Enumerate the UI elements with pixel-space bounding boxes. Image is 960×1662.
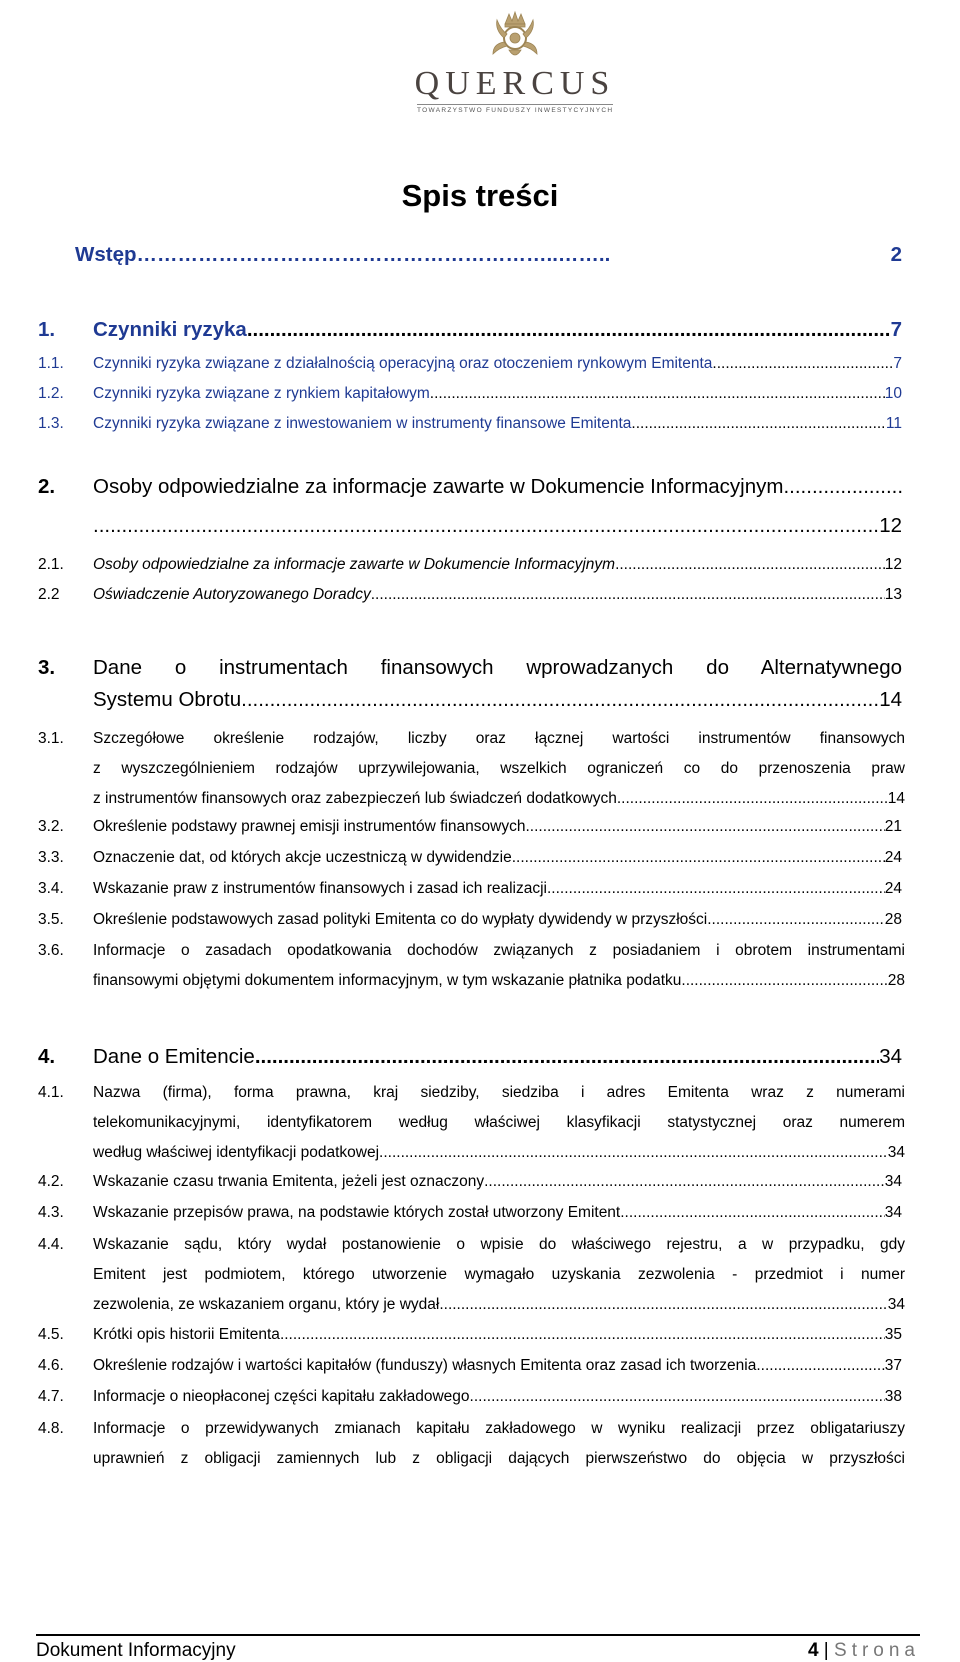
toc-label: Osoby odpowiedzialne za informacje zawarte w Dokumencie Informacyjnym bbox=[93, 475, 784, 498]
toc-label: Oświadczenie Autoryzowanego Doradcy bbox=[93, 586, 371, 603]
toc-page: 38 bbox=[884, 1388, 902, 1405]
toc-page: 28 bbox=[887, 972, 905, 989]
toc-label-line: zezwolenia, ze wskazaniem organu, który je wydał bbox=[93, 1296, 440, 1313]
toc-entry-4-7[interactable] bbox=[38, 1388, 902, 1406]
toc-page: 12 bbox=[884, 556, 902, 573]
toc-entry-3-line1[interactable] bbox=[38, 656, 902, 680]
toc-number: 3.5. bbox=[38, 911, 64, 928]
toc-label: Systemu Obrotu bbox=[93, 688, 242, 711]
toc-page: 34 bbox=[887, 1296, 905, 1313]
footer-page-indicator bbox=[808, 1640, 920, 1662]
toc-leader bbox=[617, 784, 888, 814]
toc-entry-4-5[interactable] bbox=[38, 1326, 902, 1344]
toc-leader bbox=[379, 1138, 888, 1168]
toc-leader bbox=[712, 355, 893, 373]
toc-number: 2. bbox=[38, 475, 56, 498]
toc-leader bbox=[430, 385, 885, 403]
page-title: Spis treści bbox=[401, 178, 559, 213]
toc-number: 4.6. bbox=[38, 1357, 64, 1374]
toc-page: 21 bbox=[884, 818, 902, 835]
toc-number: 3.4. bbox=[38, 880, 64, 897]
toc-leader bbox=[620, 1204, 885, 1222]
toc-page: 14 bbox=[887, 790, 905, 807]
toc-page: 28 bbox=[884, 911, 902, 928]
toc-leader bbox=[484, 1173, 885, 1191]
toc-label-line: Emitent jest podmiotem, którego utworzenie wymagało uzyskania zezwolenia - przedmiot i numer bbox=[93, 1266, 905, 1283]
quercus-logo bbox=[395, 8, 635, 116]
toc-page: 34 bbox=[887, 1144, 905, 1161]
toc-number: 4.8. bbox=[38, 1420, 64, 1437]
toc-leader bbox=[371, 586, 885, 604]
toc-number: 4.5. bbox=[38, 1326, 64, 1343]
toc-number: 1.1. bbox=[38, 355, 64, 372]
toc-number: 4.7. bbox=[38, 1388, 64, 1405]
toc-entry-2-1[interactable] bbox=[38, 556, 902, 574]
toc-entry-2-page[interactable] bbox=[93, 514, 902, 538]
toc-entry-1-1[interactable] bbox=[38, 355, 902, 373]
toc-label: Czynniki ryzyka związane z inwestowaniem w instrumenty finansowe Emitenta bbox=[93, 415, 632, 432]
toc-leader bbox=[280, 1326, 885, 1344]
toc-page: 12 bbox=[879, 514, 902, 537]
toc-label: Określenie podstawowych zasad polityki Emitenta co do wypłaty dywidendy w przyszłości bbox=[93, 911, 708, 928]
toc-label: Czynniki ryzyka związane z działalnością operacyjną oraz otoczeniem rynkowym Emitenta bbox=[93, 355, 713, 372]
toc-leader bbox=[631, 415, 886, 433]
toc-page: 10 bbox=[884, 385, 902, 402]
toc-label: Oznaczenie dat, od których akcje uczestniczą w dywidendzie bbox=[93, 849, 512, 866]
logo-subtitle: TOWARZYSTWO FUNDUSZY INWESTYCYJNYCH bbox=[417, 104, 613, 114]
toc-label-line: Nazwa (firma), forma prawna, kraj siedziby, siedziba i adres Emitenta wraz z numerami bbox=[93, 1084, 905, 1101]
toc-entry-2-2[interactable] bbox=[38, 586, 902, 604]
toc-label: Wstęp……………………………………………………..…….. bbox=[75, 243, 611, 266]
toc-label: Krótki opis historii Emitenta bbox=[93, 1326, 280, 1343]
toc-entry-4[interactable] bbox=[38, 1045, 902, 1069]
toc-label-line: Informacje o przewidywanych zmianach kapitału zakładowego w wyniku realizacji przez obligatariuszy bbox=[93, 1420, 905, 1437]
toc-entry-1-2[interactable] bbox=[38, 385, 902, 403]
toc-page: 37 bbox=[884, 1357, 902, 1374]
toc-number: 1. bbox=[38, 318, 56, 341]
toc-entry-4-3[interactable] bbox=[38, 1204, 902, 1222]
toc-page: 34 bbox=[879, 1045, 902, 1068]
toc-page: 2 bbox=[890, 243, 902, 266]
toc-leader bbox=[255, 1045, 879, 1069]
toc-label: Osoby odpowiedzialne za informacje zawarte w Dokumencie Informacyjnym bbox=[93, 556, 616, 573]
toc-label-line: według właściwej identyfikacji podatkowej bbox=[93, 1144, 380, 1161]
toc-page: 24 bbox=[884, 880, 902, 897]
toc-entry-1[interactable] bbox=[38, 318, 902, 342]
toc-entry-4-6[interactable] bbox=[38, 1357, 902, 1375]
toc-page: 13 bbox=[884, 586, 902, 603]
crest-icon bbox=[487, 8, 543, 64]
footer-strona-label: Strona bbox=[834, 1640, 920, 1661]
toc-leader bbox=[470, 1388, 885, 1406]
toc-label-line: telekomunikacyjnymi, identyfikatorem według właściwej klasyfikacji statystycznej oraz numerem bbox=[93, 1114, 905, 1131]
toc-entry-2-heading[interactable] bbox=[38, 475, 902, 499]
toc-number: 1.2. bbox=[38, 385, 64, 402]
toc-entry-3-4[interactable] bbox=[38, 880, 902, 898]
toc-page: 34 bbox=[884, 1204, 902, 1221]
toc-label: Określenie rodzajów i wartości kapitałów (funduszy) własnych Emitenta oraz zasad ich tworzenia bbox=[93, 1357, 757, 1374]
toc-entry-wstep[interactable] bbox=[75, 243, 902, 267]
toc-number: 1.3. bbox=[38, 415, 64, 432]
toc-number: 3.1. bbox=[38, 730, 64, 747]
toc-label: Wskazanie przepisów prawa, na podstawie których został utworzony Emitent bbox=[93, 1204, 621, 1221]
toc-label: Informacje o nieopłaconej części kapitału zakładowego bbox=[93, 1388, 470, 1405]
toc-entry-3-1[interactable] bbox=[38, 724, 905, 816]
toc-entry-4-8[interactable] bbox=[38, 1414, 905, 1476]
toc-number: 4.1. bbox=[38, 1084, 64, 1101]
toc-page: 34 bbox=[884, 1173, 902, 1190]
footer-separator: | bbox=[823, 1640, 829, 1661]
toc-page: 7 bbox=[890, 318, 902, 341]
toc-label-line: uprawnień z obligacji zamiennych lub z obligacji dających pierwszeństwo do objęcia w przyszłości bbox=[93, 1450, 905, 1467]
toc-number: 3.6. bbox=[38, 942, 64, 959]
toc-label: Wskazanie czasu trwania Emitenta, jeżeli jest oznaczony bbox=[93, 1173, 485, 1190]
logo-wordmark: QUERCUS bbox=[414, 65, 616, 102]
toc-entry-4-1[interactable] bbox=[38, 1078, 905, 1170]
toc-number: 2.2 bbox=[38, 586, 60, 603]
toc-leader bbox=[247, 318, 891, 342]
toc-number: 3. bbox=[38, 656, 56, 679]
toc-page: 24 bbox=[884, 849, 902, 866]
toc-entry-4-4[interactable] bbox=[38, 1230, 905, 1322]
toc-label: Określenie podstawy prawnej emisji instrumentów finansowych bbox=[93, 818, 526, 835]
toc-label-line: finansowymi objętymi dokumentem informacyjnym, w tym wskazanie płatnika podatku bbox=[93, 972, 682, 989]
toc-label-line: z instrumentów finansowych oraz zabezpieczeń lub świadczeń dodatkowych bbox=[93, 790, 617, 807]
toc-leader bbox=[707, 911, 885, 929]
toc-entry-3-5[interactable] bbox=[38, 911, 902, 929]
toc-entry-3-2[interactable] bbox=[38, 818, 902, 836]
toc-leader bbox=[681, 966, 887, 996]
toc-label-line: Wskazanie sądu, który wydał postanowienie o wpisie do właściwego rejestru, a w przypadku, gdy bbox=[93, 1236, 905, 1253]
toc-label: Czynniki ryzyka związane z rynkiem kapitałowym bbox=[93, 385, 430, 402]
toc-entry-1-3[interactable] bbox=[38, 415, 902, 433]
toc-leader bbox=[93, 514, 879, 538]
toc-page: 7 bbox=[893, 355, 902, 372]
toc-page: 14 bbox=[879, 688, 902, 711]
toc-leader bbox=[615, 556, 885, 574]
page-footer bbox=[36, 1634, 920, 1662]
toc-label: Dane o Emitencie bbox=[93, 1045, 255, 1068]
toc-number: 3.3. bbox=[38, 849, 64, 866]
toc-entry-3-3[interactable] bbox=[38, 849, 902, 867]
toc-leader bbox=[439, 1290, 887, 1320]
toc-number: 4.4. bbox=[38, 1236, 64, 1253]
toc-entry-4-2[interactable] bbox=[38, 1173, 902, 1191]
toc-leader bbox=[512, 849, 885, 867]
toc-label: Dane o instrumentach finansowych wprowadzanych do Alternatywnego bbox=[93, 656, 902, 679]
toc-entry-3-line2[interactable] bbox=[93, 688, 902, 712]
toc-page: 11 bbox=[885, 415, 902, 432]
toc-leader bbox=[525, 818, 884, 836]
toc-leader bbox=[783, 475, 902, 499]
toc-label: Wskazanie praw z instrumentów finansowych i zasad ich realizacji bbox=[93, 880, 547, 897]
toc-number: 3.2. bbox=[38, 818, 64, 835]
toc-entry-3-6[interactable] bbox=[38, 936, 905, 998]
toc-leader bbox=[241, 688, 879, 712]
toc-number: 4.2. bbox=[38, 1173, 64, 1190]
footer-page-number: 4 bbox=[807, 1640, 819, 1661]
toc-label: Czynniki ryzyka bbox=[93, 318, 247, 341]
toc-number: 2.1. bbox=[38, 556, 64, 573]
footer-document-name: Dokument Informacyjny bbox=[36, 1640, 236, 1661]
toc-number: 4.3. bbox=[38, 1204, 64, 1221]
toc-leader bbox=[756, 1357, 884, 1375]
toc-label-line: Informacje o zasadach opodatkowania dochodów związanych z posiadaniem i obrotem instrumentami bbox=[93, 942, 905, 959]
toc-number: 4. bbox=[38, 1045, 56, 1068]
toc-page: 35 bbox=[884, 1326, 902, 1343]
toc-label-line: Szczegółowe określenie rodzajów, liczby oraz łącznej wartości instrumentów finansowych bbox=[93, 730, 905, 747]
toc-label-line: z wyszczególnieniem rodzajów uprzywilejowania, wszelkich ograniczeń co do przenoszenia praw bbox=[93, 760, 905, 777]
toc-leader bbox=[547, 880, 885, 898]
